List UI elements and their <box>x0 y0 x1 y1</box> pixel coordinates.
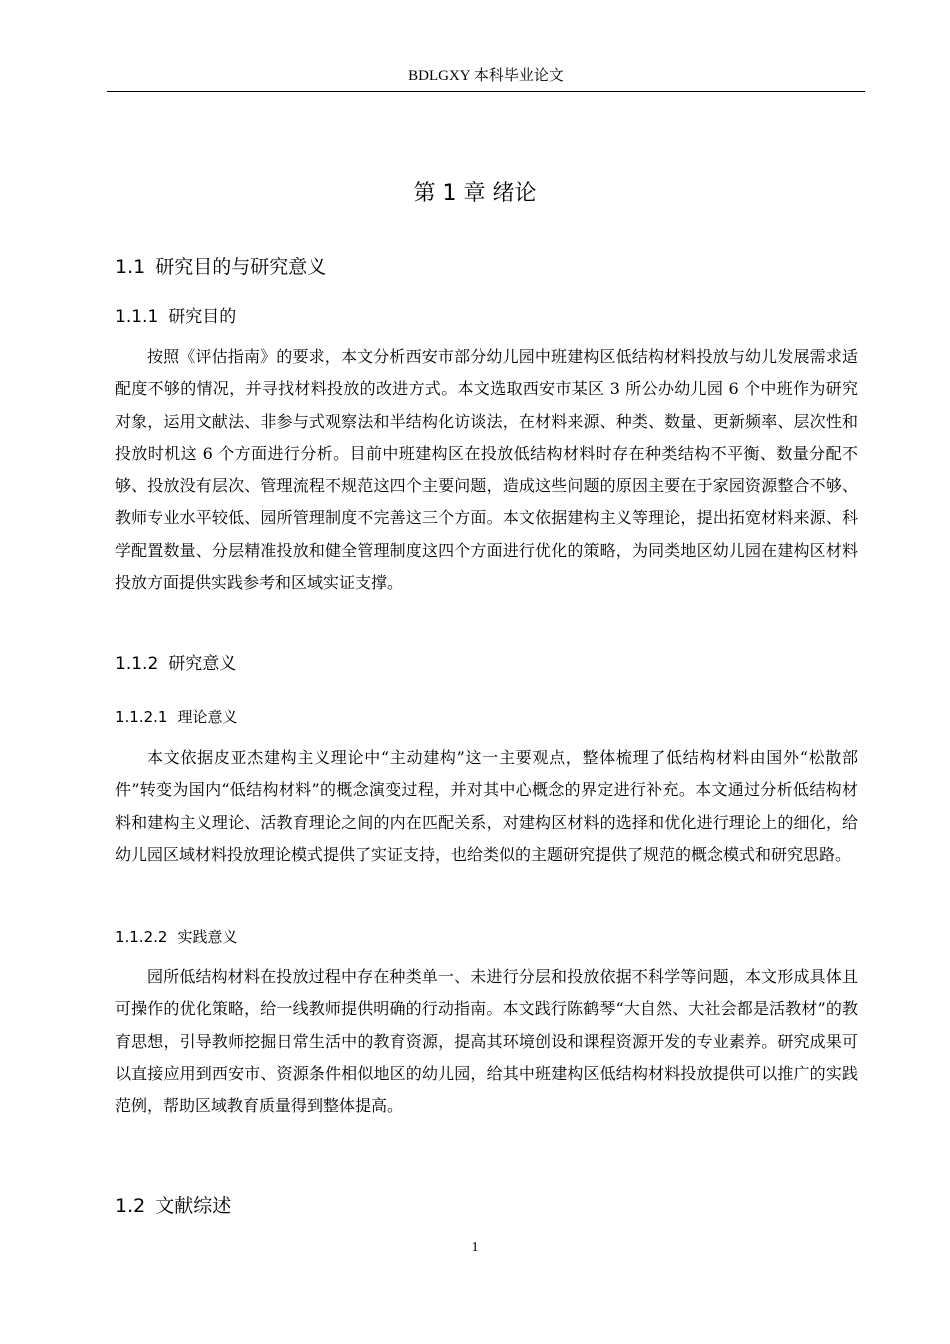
section-number: 1.1.1 <box>115 307 159 327</box>
paragraph-practical-significance: 园所低结构材料在投放过程中存在种类单一、未进行分层和投放依据不科学等问题，本文形成具体且可操作的优化策略，给一线教师提供明确的行动指南。本文践行陈鹤琴“大自然、大社会都是活教材”的教育思想，引导教师挖掘日常生活中的教育资源，提高其环境创设和课程资源开发的专业素养。研究成果可以直接应用到西安市、资源条件相似地区的幼儿园，给其中班建构区低结构材料投放提供可以推广的实践范例，帮助区域教育质量得到整体提高。 <box>115 967 858 1116</box>
section-title: 实践意义 <box>177 928 238 946</box>
header-divider <box>107 91 865 92</box>
section-heading-1-1 <box>115 253 326 281</box>
section-number: 1.1.2 <box>115 654 159 674</box>
section-title: 研究目的 <box>168 307 237 327</box>
page-number: 1 <box>471 1240 479 1255</box>
section-title: 研究目的与研究意义 <box>155 256 327 278</box>
section-heading-1-1-2-2 <box>115 925 238 949</box>
section-number: 1.2 <box>115 1195 146 1217</box>
section-title: 研究意义 <box>168 654 237 674</box>
section-heading-1-1-2-1 <box>115 705 238 729</box>
section-number: 1.1 <box>115 256 146 278</box>
section-heading-1-2 <box>115 1192 231 1220</box>
chapter-title: 第 1 章 绪论 <box>413 181 537 206</box>
section-title: 文献综述 <box>155 1195 232 1217</box>
page-header: BDLGXY 本科毕业论文 <box>408 68 564 84</box>
section-heading-1-1-1 <box>115 304 236 330</box>
section-heading-1-1-2 <box>115 651 236 677</box>
paragraph-research-purpose: 按照《评估指南》的要求，本文分析西安市部分幼儿园中班建构区低结构材料投放与幼儿发展需求适配度不够的情况，并寻找材料投放的改进方式。本文选取西安市某区 3 所公办幼儿园 6 个中班作为研究对象，运用文献法、非参与式观察法和半结构化访谈法，在材料来源、种类、数量、更新频率、层次性和投放时机这 6 个方面进行分析。目前中班建构区在投放低结构材料时存在种类结构不平衡、数量分配不够、投放没有层次、管理流程不规范这四个主要问题，造成这些问题的原因主要在于家园资源整合不够、教师专业水平较低、园所管理制度不完善这三个方面。本文依据建构主义等理论，提出拓宽材料来源、科学配置数量、分层精准投放和健全管理制度这四个方面进行优化的策略，为同类地区幼儿园在建构区材料投放方面提供实践参考和区域实证支撑。 <box>115 347 858 593</box>
section-number: 1.1.2.1 <box>115 708 168 726</box>
section-number: 1.1.2.2 <box>115 928 168 946</box>
paragraph-theoretical-significance: 本文依据皮亚杰建构主义理论中“主动建构”这一主要观点，整体梳理了低结构材料由国外“松散部件”转变为国内“低结构材料”的概念演变过程，并对其中心概念的界定进行补充。本文通过分析低结构材料和建构主义理论、活教育理论之间的内在匹配关系，对建构区材料的选择和优化进行理论上的细化，给幼儿园区域材料投放理论模式提供了实证支持，也给类似的主题研究提供了规范的概念模式和研究思路。 <box>115 748 858 864</box>
section-title: 理论意义 <box>177 708 238 726</box>
